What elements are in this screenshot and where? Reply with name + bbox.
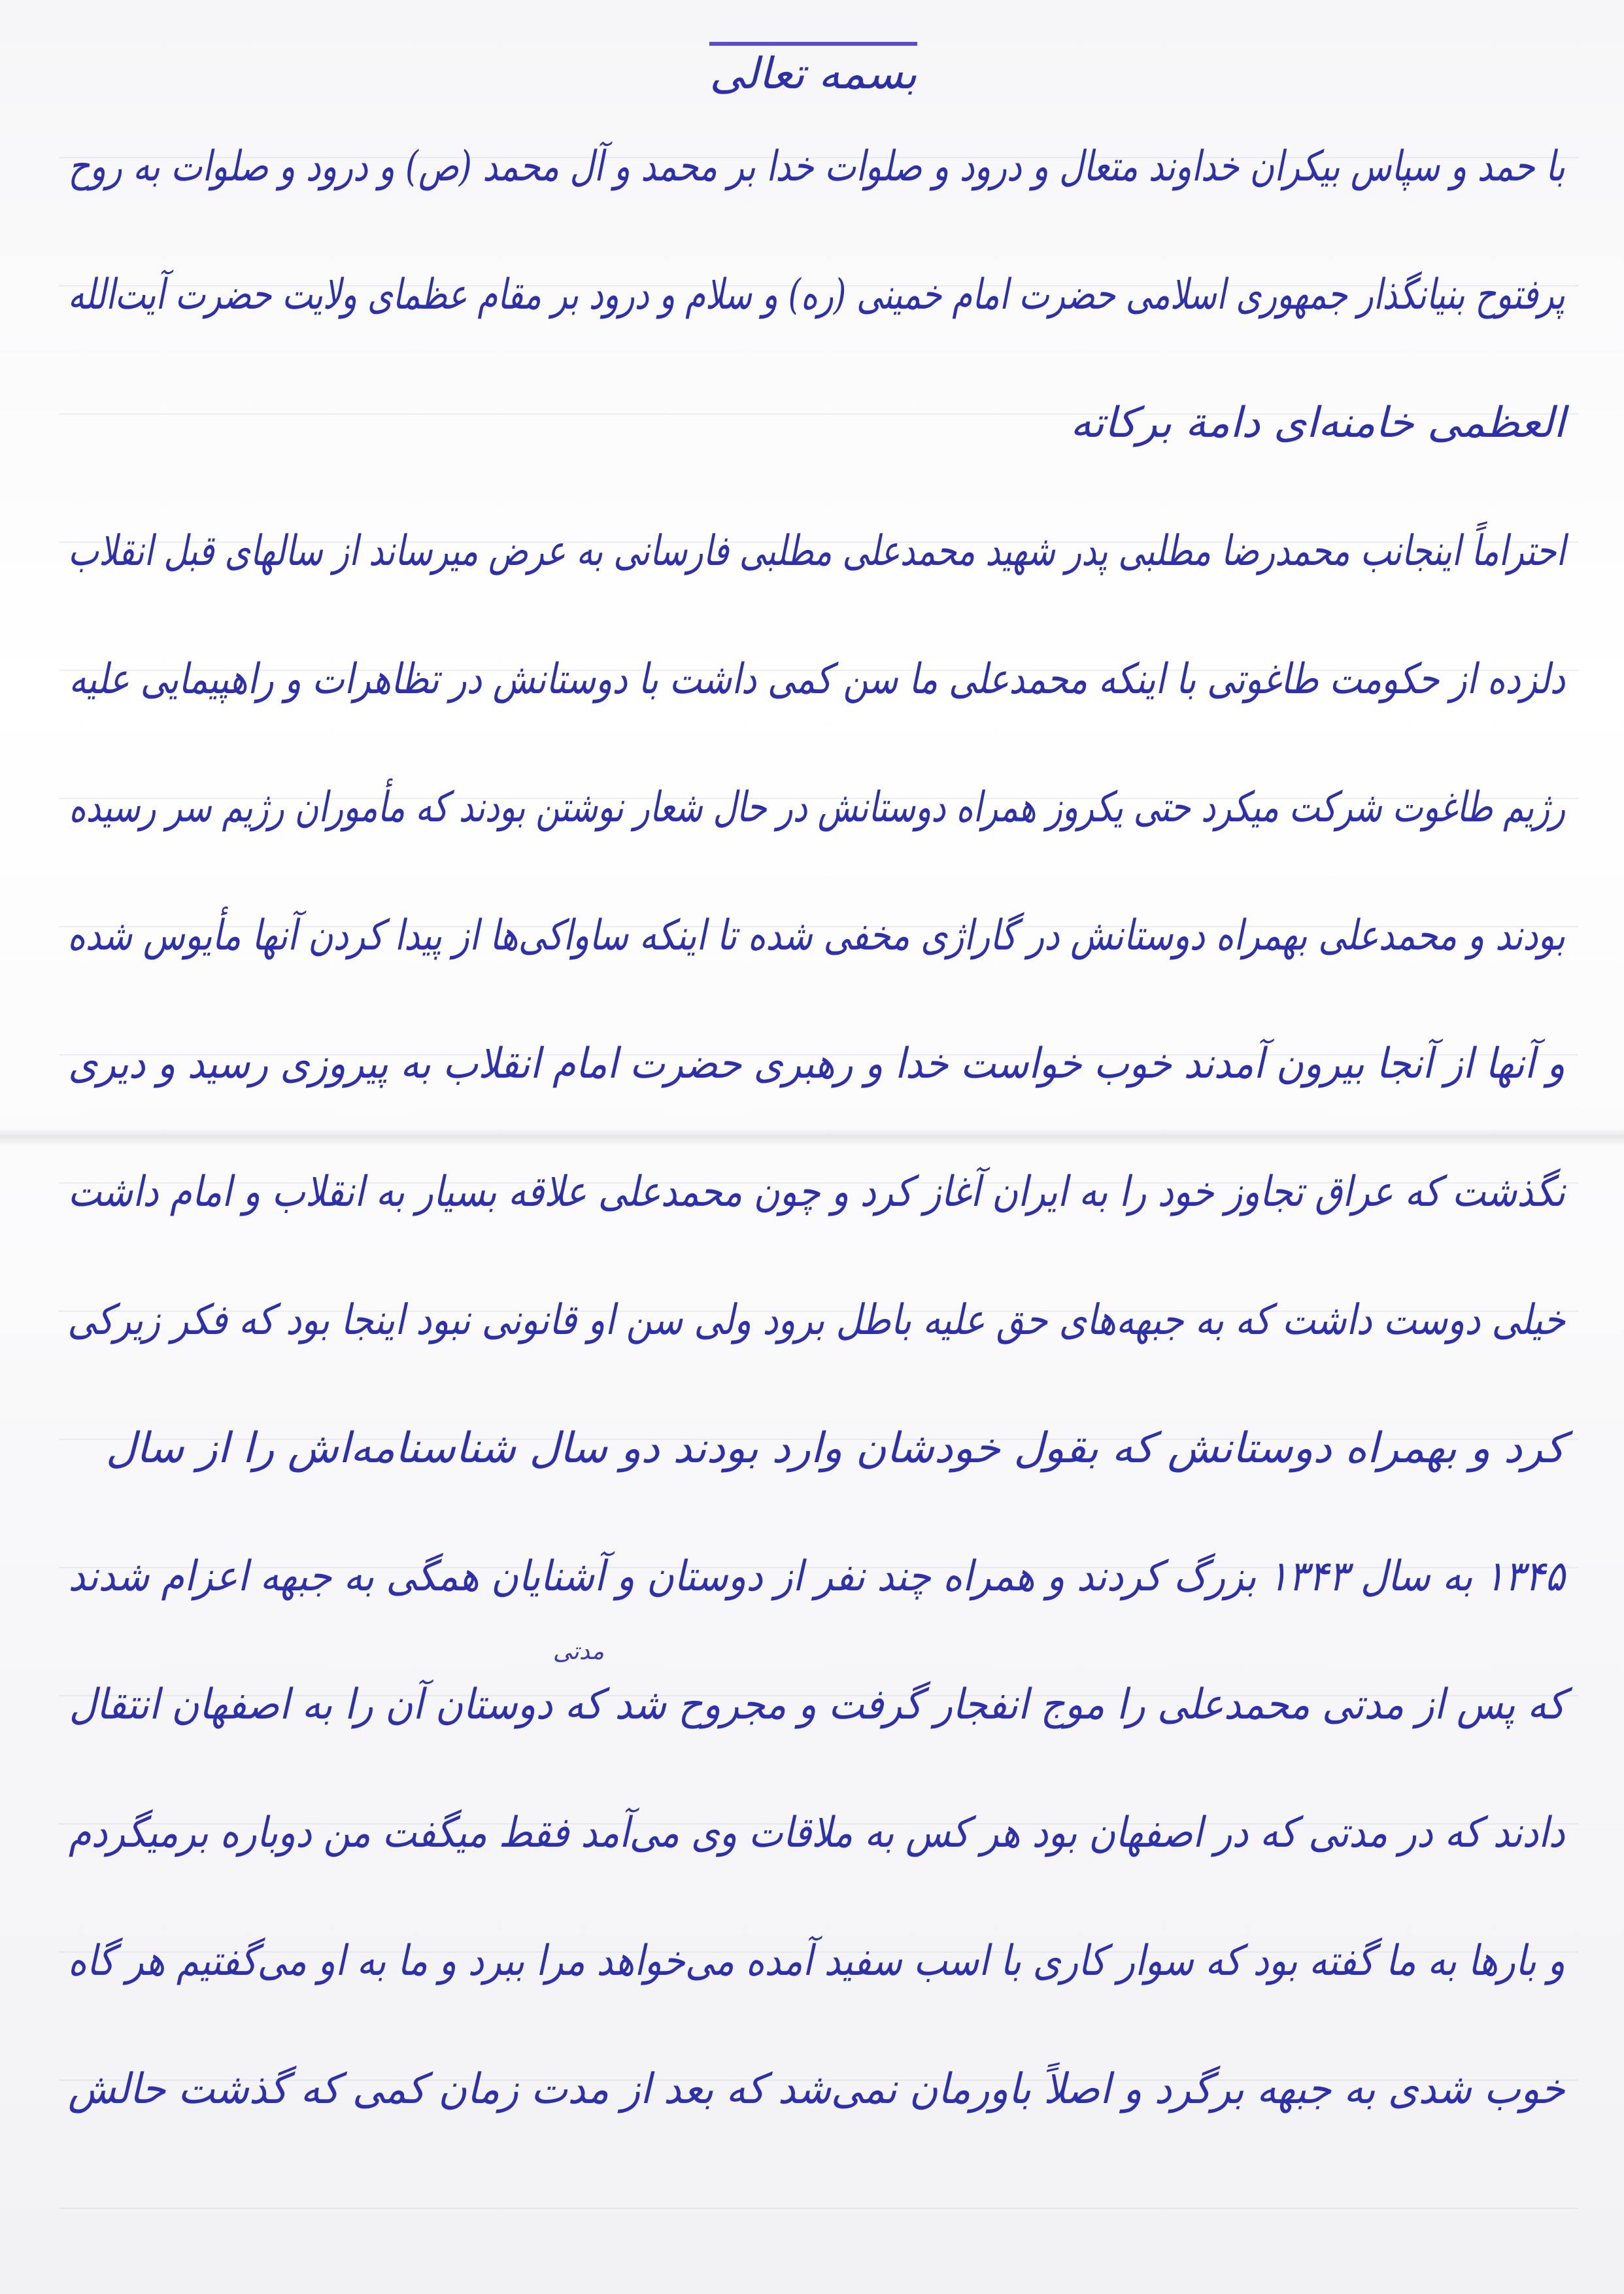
line-text: که پس از مدتی محمدعلی را موج انفجار گرفت و مجروح شد که دوستان آن را به اصفهان انتقال	[69, 1680, 1565, 1729]
letter-line-10	[61, 1228, 1565, 1356]
letter-line-13	[61, 1613, 1565, 1741]
line-text: خیلی دوست داشت که به جبهه‌های حق علیه باطل برود ولی سن او قانونی نبود اینجا بود که فکر زیرکی	[67, 1295, 1565, 1344]
letter-header	[61, 33, 1565, 105]
line-text: کرد و بهمراه دوستانش که بقول خودشان وارد بودند دو سال شناسنامه‌اش را از سال	[105, 1424, 1565, 1473]
letter-line-3	[61, 331, 1565, 459]
letter-line-11	[61, 1356, 1565, 1484]
line-text: و بارها به ما گفته بود که سوار کاری با اسب سفید آمده می‌خواهد مرا ببرد و ما به او می‌گفتیم هر گاه	[67, 1936, 1565, 1985]
line-text: بودند و محمدعلی بهمراه دوستانش در گاراژی مخفی شده تا اینکه ساواکی‌ها از پیدا کردن آنها مأیوس شده	[67, 911, 1565, 960]
line-text: العظمی خامنه‌ای دامة برکاته	[1070, 398, 1565, 447]
letter-body	[61, 33, 1565, 2125]
line-text: و آنها از آنجا بیرون آمدند خوب خواست خدا و رهبری حضرت امام انقلاب به پیروزی رسید و دیری	[68, 1039, 1565, 1088]
letter-line-14	[61, 1741, 1565, 1869]
line-text: با حمد و سپاس بیکران خداوند متعال و درود و صلوات خدا بر محمد و آل محمد (ص) و درود و صلوات به روح	[68, 142, 1565, 191]
margin-annotation: مدتی	[552, 1638, 604, 1665]
letter-line-2	[61, 203, 1565, 331]
letter-line-6	[61, 715, 1565, 844]
line-text: پرفتوح بنیانگذار جمهوری اسلامی حضرت امام خمینی (ره) و سلام و درود بر مقام عظمای ولایت حضرت آیت‌الله	[67, 270, 1565, 319]
letter-line-12	[61, 1484, 1565, 1613]
letter-line-1	[61, 105, 1565, 203]
letter-line-15	[61, 1869, 1565, 1997]
letter-line-9	[61, 1100, 1565, 1228]
letter-line-8	[61, 972, 1565, 1100]
line-text: رژیم طاغوت شرکت میکرد حتی یکروز همراه دوستانش در حال شعار نوشتن بودند که مأموران رژیم سر رسیده	[69, 783, 1565, 832]
line-text: احتراماً اینجانب محمدرضا مطلبی پدر شهید محمدعلی مطلبی فارسانی به عرض میرساند از سالهای قبل انقلاب	[67, 526, 1565, 575]
letter-line-4	[61, 459, 1565, 587]
line-text: خوب شدی به جبهه برگرد و اصلاً باورمان نمی‌شد که بعد از مدت زمان کمی که گذشت حالش	[68, 2064, 1565, 2114]
line-text: دادند که در مدتی که در اصفهان بود هر کس به ملاقات وی می‌آمد فقط میگفت من دوباره برمیگردم	[69, 1808, 1565, 1857]
letter-line-7	[61, 844, 1565, 972]
line-text: دلزده از حکومت طاغوتی با اینکه محمدعلی ما سن کمی داشت با دوستانش در تظاهرات و راهپیمایی علیه	[69, 655, 1565, 704]
letter-line-5	[61, 587, 1565, 715]
line-text: ۱۳۴۵ به سال ۱۳۴۳ بزرگ کردند و همراه چند نفر از دوستان و آشنایان همگی به جبهه اعزام شدند	[68, 1552, 1565, 1601]
line-text: نگذشت که عراق تجاوز خود را به ایران آغاز کرد و چون محمدعلی علاقه بسیار به انقلاب و امام داشت	[67, 1167, 1565, 1216]
header-text: بسمه تعالی	[709, 42, 917, 95]
letter-line-16	[61, 1997, 1565, 2125]
